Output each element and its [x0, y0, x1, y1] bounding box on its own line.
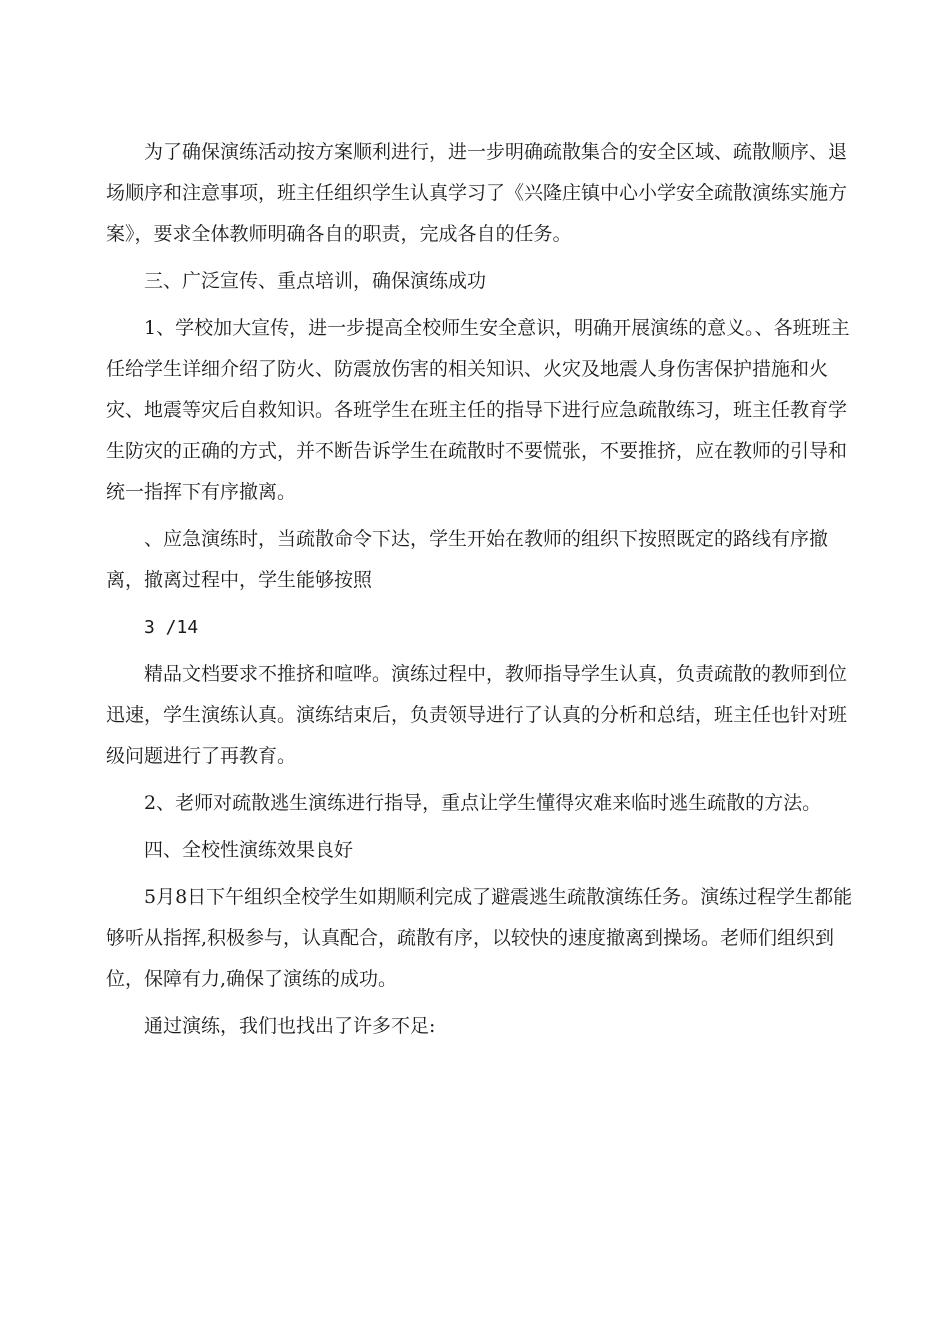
section-heading-3: 三、广泛宣传、重点培训，确保演练成功 [144, 270, 487, 292]
paragraph-shortcomings: 通过演练，我们也找出了许多不足: [144, 1015, 436, 1037]
document-body [106, 132, 858, 1053]
paragraph-teacher-guidance: 2、老师对疏散逃生演练进行指导，重点让学生懂得灾难来临时逃生疏散的方法。 [144, 792, 822, 814]
page-number: 3 /14 [144, 617, 199, 638]
paragraph-publicity: 1、学校加大宣传，进一步提高全校师生安全意识，明确开展演练的意义。、各班班主任给学生详细介绍了防火、防震放伤害的相关知识、火灾及地震人身伤害保护措施和火灾、地震等灾后自救知识。各班学生在班主任的指导下进行应急疏散练习，班主任教育学生防灾的正确的方式，并不断告诉学生在疏散时不要慌张，不要推挤，应在教师的引导和统一指挥下有序撤离。 [106, 317, 850, 503]
paragraph-emergency-drill: 、应急演练时，当疏散命令下达，学生开始在教师的组织下按照既定的路线有序撤离，撤离过程中，学生能够按照 [106, 528, 829, 591]
paragraph-drill-preparation: 为了确保演练活动按方案顺利进行，进一步明确疏散集合的安全区域、疏散顺序、退场顺序和注意事项，班主任组织学生认真学习了《兴隆庄镇中心小学安全疏散演练实施方案》，要求全体教师明确各自的职责，完成各自的任务。 [106, 141, 848, 245]
section-heading-4: 四、全校性演练效果良好 [144, 839, 354, 861]
paragraph-drill-result: 5月8日下午组织全校学生如期顺利完成了避震逃生疏散演练任务。演练过程学生都能够听从指挥,积极参与，认真配合，疏散有序，以较快的速度撤离到操场。老师们组织到位，保障有力,确保了演练的成功。 [106, 886, 853, 990]
paragraph-drill-process: 精品文档要求不推挤和喧哗。演练过程中，教师指导学生认真，负责疏散的教师到位迅速，学生演练认真。演练结束后，负责领导进行了认真的分析和总结，班主任也针对班级问题进行了再教育。 [106, 663, 848, 767]
